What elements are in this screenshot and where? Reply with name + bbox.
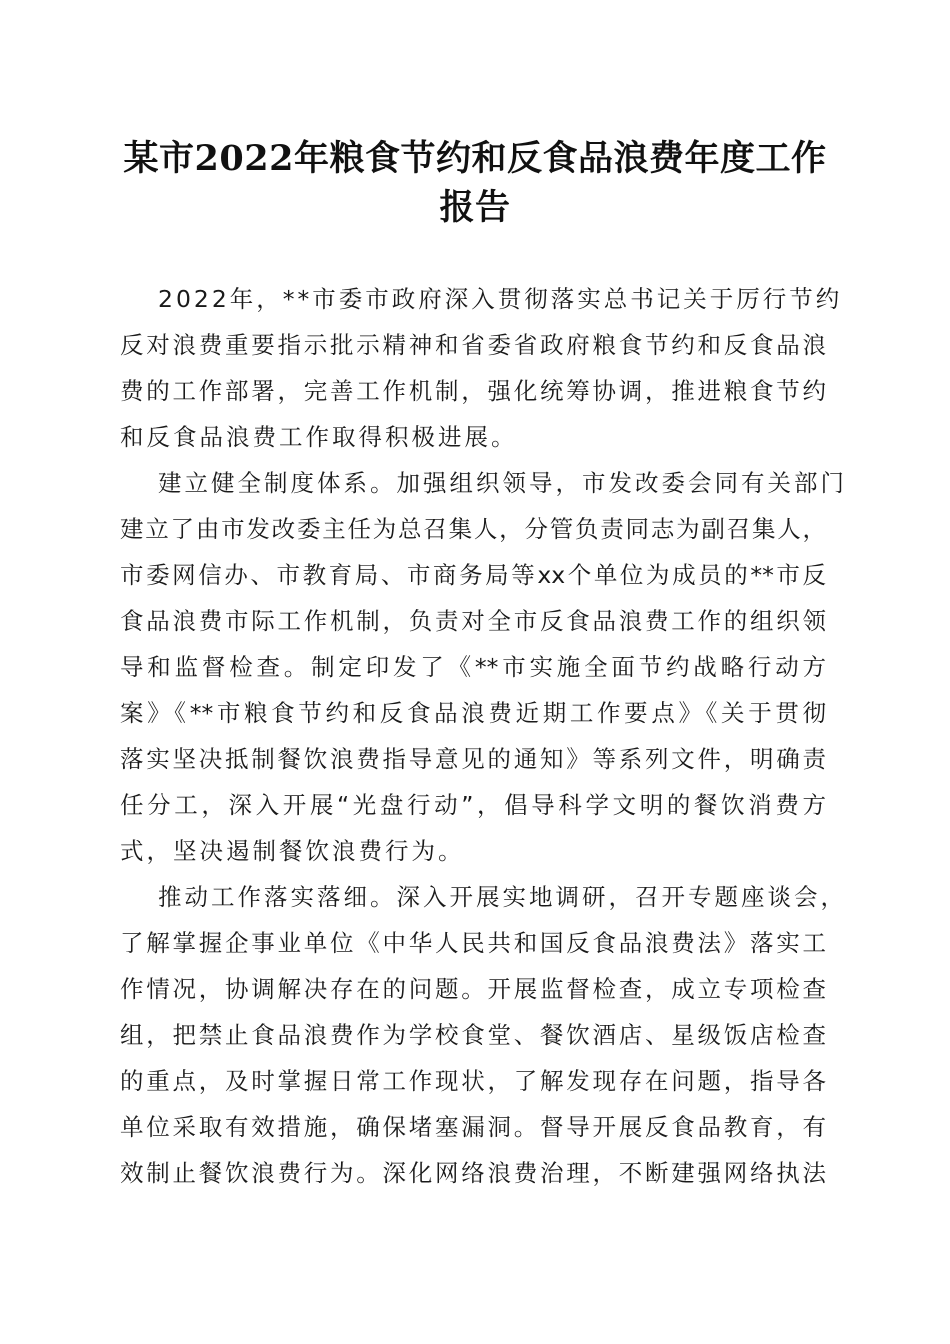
- paragraph-system: [120, 460, 847, 874]
- text-line: 建立了由市发改委主任为总召集人，分管负责同志为副召集人，: [120, 515, 826, 543]
- text-line: 建立健全制度体系。加强组织领导，市发改委会同有关部门: [158, 469, 847, 497]
- title-line: 报告: [439, 187, 511, 228]
- text-line: 式，坚决遏制餐饮浪费行为。: [120, 837, 465, 865]
- text-line: 食品浪费市际工作机制，负责对全市反食品浪费工作的组织领: [120, 607, 826, 635]
- text-line: 作情况，协调解决存在的问题。开展监督检查，成立专项检查: [120, 975, 826, 1003]
- text-line: 落实坚决抵制餐饮浪费指导意见的通知》等系列文件，明确责: [120, 745, 826, 773]
- text-line: 效制止餐饮浪费行为。深化网络浪费治理，不断建强网络执法: [120, 1159, 826, 1187]
- text-line: 组，把禁止食品浪费作为学校食堂、餐饮酒店、星级饭店检查: [120, 1021, 826, 1049]
- document-body: [120, 276, 847, 1196]
- text-line: 推动工作落实落细。深入开展实地调研，召开专题座谈会，: [158, 883, 847, 911]
- text-line: 2022年，**市委市政府深入贯彻落实总书记关于厉行节约: [158, 285, 843, 313]
- text-line: 单位采取有效措施，确保堵塞漏洞。督导开展反食品教育，有: [120, 1113, 826, 1141]
- text-line: 任分工，深入开展“光盘行动”，倡导科学文明的餐饮消费方: [120, 791, 826, 819]
- paragraph-implementation: [120, 874, 847, 1196]
- text-line: 和反食品浪费工作取得积极进展。: [120, 423, 518, 451]
- text-line: 的重点，及时掌握日常工作现状，了解发现存在问题，指导各: [120, 1067, 826, 1095]
- text-line: 案》《**市粮食节约和反食品浪费近期工作要点》《关于贯彻: [120, 699, 826, 727]
- text-line: 费的工作部署，完善工作机制，强化统筹协调，推进粮食节约: [120, 377, 826, 405]
- text-line: 反对浪费重要指示批示精神和省委省政府粮食节约和反食品浪: [120, 331, 826, 359]
- paragraph-intro: [120, 276, 843, 460]
- text-line: 市委网信办、市教育局、市商务局等xx个单位为成员的**市反: [120, 561, 826, 589]
- title-line: 某市2022年粮食节约和反食品浪费年度工作: [123, 138, 827, 179]
- text-line: 导和监督检查。制定印发了《**市实施全面节约战略行动方: [120, 653, 826, 681]
- document-title: [120, 134, 830, 232]
- text-line: 了解掌握企事业单位《中华人民共和国反食品浪费法》落实工: [120, 929, 826, 957]
